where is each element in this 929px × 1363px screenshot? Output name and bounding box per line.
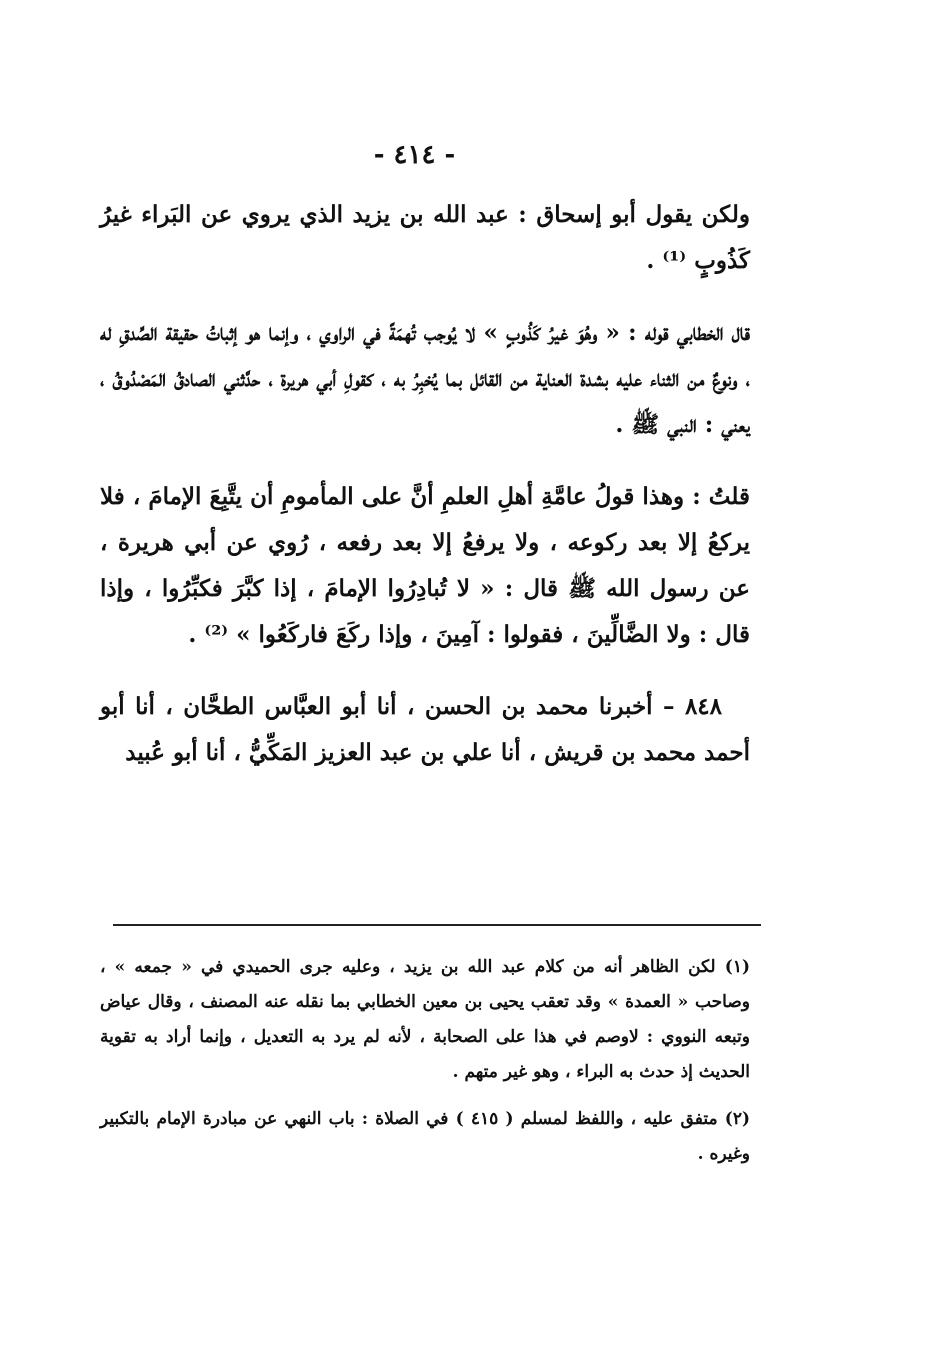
paragraph-1: ولكن يقول أبو إسحاق : عبد الله بن يزيد الذي يروي عن البَراء غيرُ كَذُوبٍ ⁽¹⁾ . <box>100 201 750 274</box>
footnote-divider <box>113 924 761 926</box>
paragraph-2: قال الخطابي قوله : « وهُوَ غيرُ كَذُوبٍ » لا يُوجب تُهمَةً في الراوي ، وإنما هو إثباتُ حقيقة الصِّدقِ له ، ونوعٌ من الثناء عليه بشدة العناية من القائل بما يُخبِرُ به ، كقولِ أبي هريرة ، حدَّثني الصادقُ المَصْدُوقُ ، يعني : النبي ﷺ . <box>100 319 750 438</box>
page-number: - ٤١٤ - <box>373 140 456 170</box>
footnote-1: (١) لكن الظاهر أنه من كلام عبد الله بن يزيد ، وعليه جرى الحميدي في « جمعه » ، وصاحب « العمدة » وقد تعقب يحيى بن معين الخطابي بما نقله عنه المصنف ، وقال عياض وتبعه النووي : لاوصم في هذا على الصحابة ، لأنه لم يرد به التعديل ، وإنما أراد به تقوية الحديث إذ حدث به البراء ، وهو غير متهم . <box>100 957 750 1082</box>
paragraph-4: ٨٤٨ – أخبرنا محمد بن الحسن ، أنا أبو العبَّاس الطحَّان ، أنا أبو أحمد محمد بن قريش ، أنا علي بن عبد العزيز المَكِّيُّ ، أنا أبو عُبيد <box>100 693 750 766</box>
footnotes <box>100 950 750 1184</box>
main-text <box>100 192 750 802</box>
footnote-2: (٢) متفق عليه ، واللفظ لمسلم ( ٤١٥ ) في الصلاة : باب النهي عن مبادرة الإمام بالتكبير وغيره . <box>100 1109 750 1164</box>
paragraph-3: قلتُ : وهذا قولُ عامَّةِ أهلِ العلمِ أنَّ على المأمومِ أن يتَّبِعَ الإمامَ ، فلا يركعُ إلا بعد ركوعه ، ولا يرفعُ إلا بعد رفعه ، رُوي عن أبي هريرة ، عن رسول الله ﷺ قال : « لا تُبادِرُوا الإمامَ ، إذا كبَّرَ فكبِّرُوا ، وإذا قال : ولا الضَّالِّينَ ، فقولوا : آمِينَ ، وإذا ركَعَ فاركَعُوا » ⁽²⁾ . <box>100 483 750 648</box>
